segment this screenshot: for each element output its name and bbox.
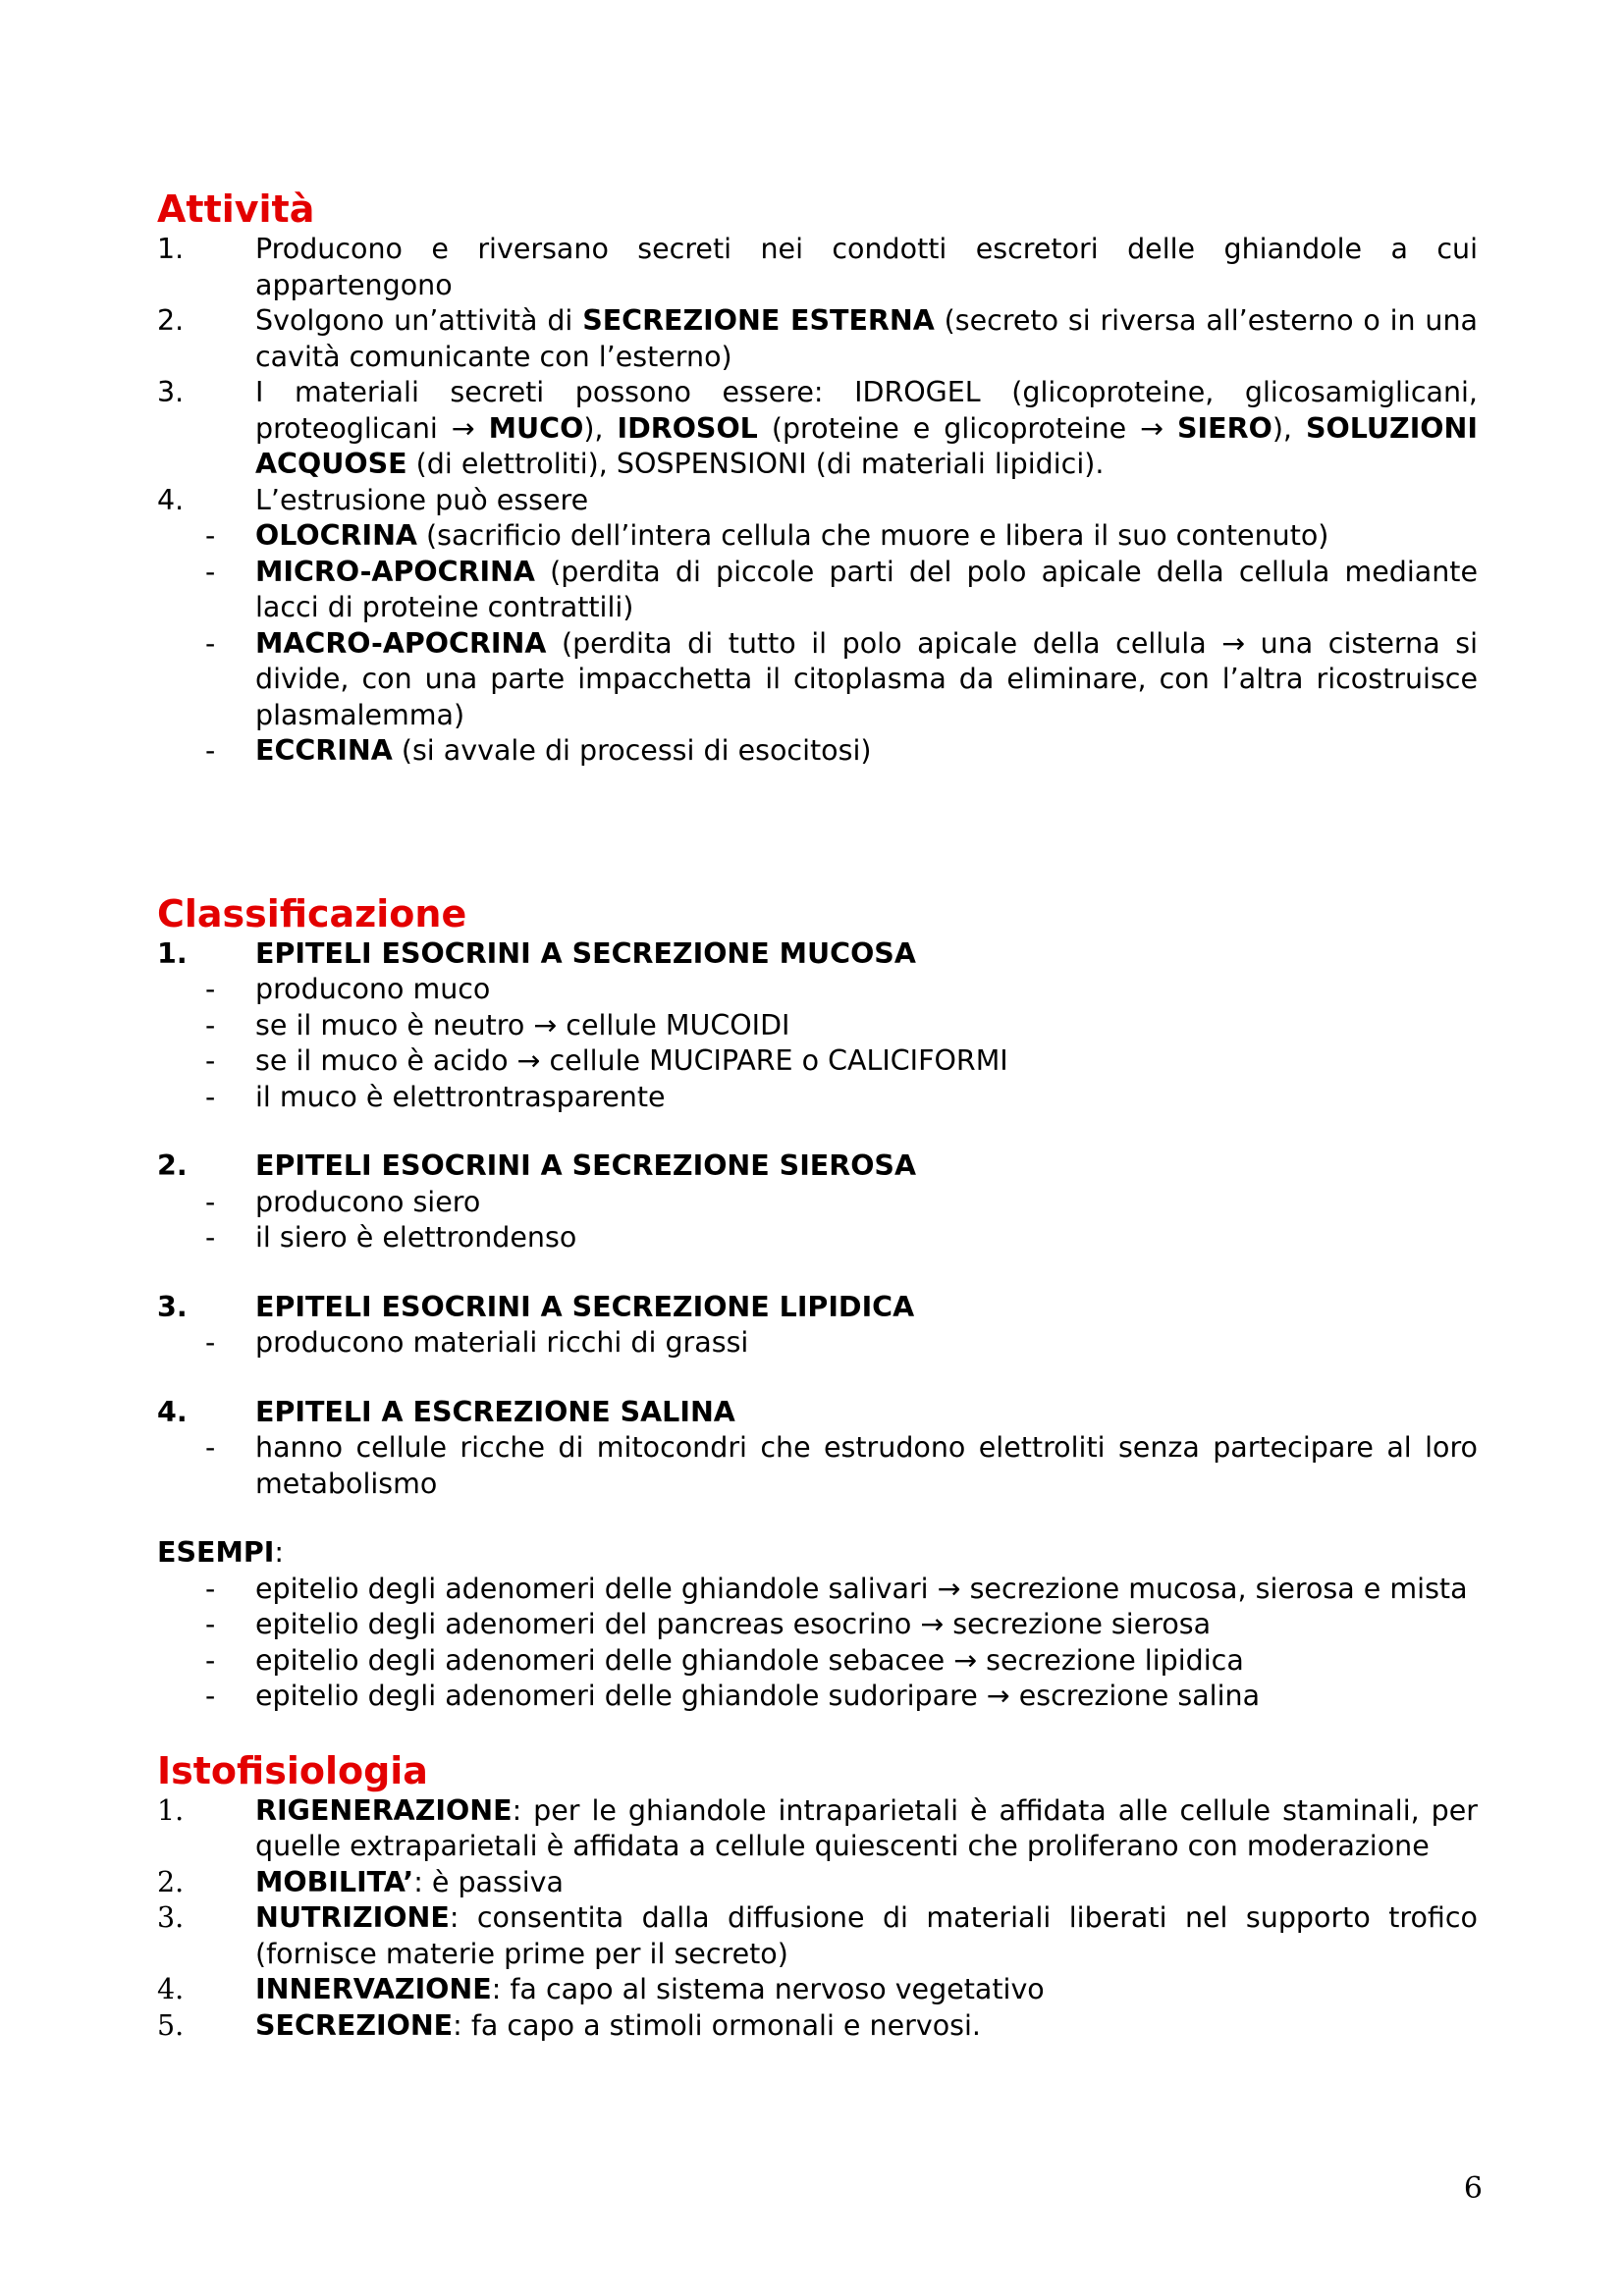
dash-bullet: -: [205, 1431, 216, 1464]
group-title: EPITELI ESOCRINI A SECREZIONE MUCOSA: [255, 936, 916, 970]
dash-bullet: -: [205, 1643, 216, 1677]
dash-item: [157, 972, 1478, 1008]
spacer: [157, 1715, 1478, 1748]
examples-label: ESEMPI: [157, 1536, 275, 1569]
list-number: 2.: [157, 304, 185, 337]
list-item: [157, 2008, 1478, 2045]
item-keyword: RIGENERAZIONE: [255, 1793, 513, 1827]
list-item: [157, 483, 1478, 519]
spacer: [157, 1115, 1478, 1148]
dash-item: [157, 518, 1478, 555]
section-title-istofisiologia: Istofisiologia: [157, 1748, 428, 1792]
examples-heading: [157, 1535, 1478, 1572]
list-number: 1.: [157, 233, 185, 265]
list-item: [157, 232, 1478, 303]
item-text: producono siero: [255, 1185, 481, 1218]
item-text: : fa capo a stimoli ormonali e nervosi.: [453, 2008, 981, 2042]
dash-bullet: -: [205, 626, 216, 660]
item-text: : per le ghiandole intraparietali è affidata alle cellule staminali, per quelle extraparietali è affidata a cellule quiescenti che proliferano con moderazione: [255, 1793, 1478, 1862]
dash-bullet: -: [205, 1221, 216, 1254]
list-number: 4.: [157, 483, 185, 516]
item-text: se il muco è acido → cellule MUCIPARE o CALICIFORMI: [255, 1044, 1008, 1077]
list-number: 5.: [157, 2008, 185, 2042]
dash-item: [157, 1325, 1478, 1362]
item-keyword: MACRO-APOCRINA: [255, 626, 547, 660]
list-number: 2.: [157, 1149, 188, 1182]
item-text: epitelio degli adenomeri delle ghiandole salivari → secrezione mucosa, sierosa e mista: [255, 1572, 1468, 1605]
list-number: 4.: [157, 1973, 185, 2005]
list-item: [157, 303, 1478, 375]
spacer: [157, 1362, 1478, 1395]
dash-bullet: -: [205, 555, 216, 588]
item-text: ),: [1271, 411, 1306, 445]
item-keyword: ECCRINA: [255, 734, 393, 767]
item-text: il muco è elettrontrasparente: [255, 1080, 666, 1113]
item-text: producono materiali ricchi di grassi: [255, 1326, 749, 1359]
item-text: : fa capo al sistema nervoso vegetativo: [491, 1973, 1045, 2005]
dash-item: [157, 733, 1478, 770]
group-title: EPITELI ESOCRINI A SECREZIONE SIEROSA: [255, 1149, 917, 1182]
list-number: 1.: [157, 1793, 185, 1827]
item-keyword: SECREZIONE ESTERNA: [582, 304, 935, 337]
dash-bullet: -: [205, 1044, 216, 1077]
item-keyword: OLOCRINA: [255, 519, 417, 552]
dash-item: [157, 1430, 1478, 1502]
item-text: L’estrusione può essere: [255, 483, 589, 516]
group-heading: [157, 1395, 1478, 1431]
dash-item: [157, 626, 1478, 734]
item-text: : consentita dalla diffusione di materiali liberati nel supporto trofico (fornisce materie prime per il secreto): [255, 1901, 1478, 1970]
spacer: [157, 770, 1478, 891]
group-heading: [157, 1290, 1478, 1326]
dash-bullet: -: [205, 1680, 216, 1712]
group-heading: [157, 1148, 1478, 1185]
item-text: producono muco: [255, 973, 491, 1005]
item-text: (proteine e glicoproteine →: [757, 411, 1178, 445]
dash-bullet: -: [205, 1326, 216, 1359]
item-keyword: MICRO-APOCRINA: [255, 555, 535, 588]
group-title: EPITELI ESOCRINI A SECREZIONE LIPIDICA: [255, 1290, 915, 1323]
dash-bullet: -: [205, 1008, 216, 1041]
list-item: [157, 1900, 1478, 1972]
item-keyword: MOBILITA’: [255, 1865, 414, 1898]
list-item: [157, 1793, 1478, 1865]
dash-bullet: -: [205, 973, 216, 1005]
list-number: 2.: [157, 1865, 185, 1898]
item-text: (si avvale di processi di esocitosi): [392, 734, 872, 767]
list-item: [157, 1865, 1478, 1901]
item-text: il siero è elettrondenso: [255, 1221, 577, 1254]
group-heading: [157, 936, 1478, 973]
page-content: [157, 187, 1478, 2044]
list-item: [157, 375, 1478, 483]
item-text: Svolgono un’attività di: [255, 304, 583, 337]
item-text: epitelio degli adenomeri delle ghiandole sebacee → secrezione lipidica: [255, 1643, 1244, 1677]
item-text: I materiali secreti possono essere: IDROGEL (glicoproteine, glicosamiglicani, proteoglicani →: [255, 376, 1478, 445]
spacer: [157, 1502, 1478, 1535]
list-number: 3.: [157, 1901, 185, 1934]
dash-item: [157, 1220, 1478, 1256]
examples-colon: :: [274, 1536, 284, 1569]
item-text: (perdita di piccole parti del polo apicale della cellula mediante lacci di proteine contrattili): [255, 555, 1478, 623]
list-item: [157, 1972, 1478, 2008]
item-text: se il muco è neutro → cellule MUCOIDI: [255, 1008, 790, 1041]
dash-item: [157, 1607, 1478, 1643]
dash-bullet: -: [205, 1080, 216, 1113]
spacer: [157, 1256, 1478, 1290]
dash-bullet: -: [205, 519, 216, 552]
item-keyword: SECREZIONE: [255, 2008, 454, 2042]
item-keyword: SOLUZIONI ACQUOSE: [255, 411, 1478, 480]
item-keyword: NUTRIZIONE: [255, 1901, 450, 1934]
item-text: (sacrificio dell’intera cellula che muore e libera il suo contenuto): [416, 519, 1329, 552]
item-keyword: MUCO: [488, 411, 584, 445]
item-text: epitelio degli adenomeri delle ghiandole sudoripare → escrezione salina: [255, 1680, 1261, 1712]
item-text: (perdita di tutto il polo apicale della cellula → una cisterna si divide, con una parte impacchetta il citoplasma da eliminare, con l’altra ricostruisce plasmalemma): [255, 626, 1478, 731]
section-title-classificazione: Classificazione: [157, 891, 467, 935]
dash-item: [157, 1679, 1478, 1715]
dash-bullet: -: [205, 1572, 216, 1605]
list-number: 3.: [157, 1290, 188, 1323]
section-title-attivita: Attività: [157, 187, 315, 231]
dash-bullet: -: [205, 734, 216, 767]
dash-item: [157, 1185, 1478, 1221]
dash-item: [157, 1008, 1478, 1044]
dash-item: [157, 1643, 1478, 1680]
dash-item: [157, 1043, 1478, 1080]
list-number: 1.: [157, 936, 188, 970]
group-title: EPITELI A ESCREZIONE SALINA: [255, 1395, 735, 1428]
item-text: (di elettroliti), SOSPENSIONI (di materiali lipidici).: [406, 448, 1105, 480]
list-number: 4.: [157, 1395, 188, 1428]
list-number: 3.: [157, 376, 185, 408]
dash-bullet: -: [205, 1608, 216, 1640]
dash-bullet: -: [205, 1185, 216, 1218]
item-text: : è passiva: [413, 1865, 564, 1898]
item-text: Producono e riversano secreti nei condotti escretori delle ghiandole a cui appartengono: [255, 233, 1478, 301]
item-text: ),: [583, 411, 618, 445]
page-number: 6: [1463, 2171, 1483, 2206]
item-keyword: INNERVAZIONE: [255, 1973, 492, 2005]
dash-item: [157, 1080, 1478, 1116]
dash-item: [157, 555, 1478, 626]
item-keyword: SIERO: [1177, 411, 1272, 445]
item-text: (secreto si riversa all’esterno o in una cavità comunicante con l’esterno): [255, 304, 1478, 373]
item-keyword: IDROSOL: [617, 411, 758, 445]
item-text: epitelio degli adenomeri del pancreas esocrino → secrezione sierosa: [255, 1608, 1212, 1640]
dash-item: [157, 1572, 1478, 1608]
item-text: hanno cellule ricche di mitocondri che estrudono elettroliti senza partecipare al loro metabolismo: [255, 1431, 1478, 1500]
